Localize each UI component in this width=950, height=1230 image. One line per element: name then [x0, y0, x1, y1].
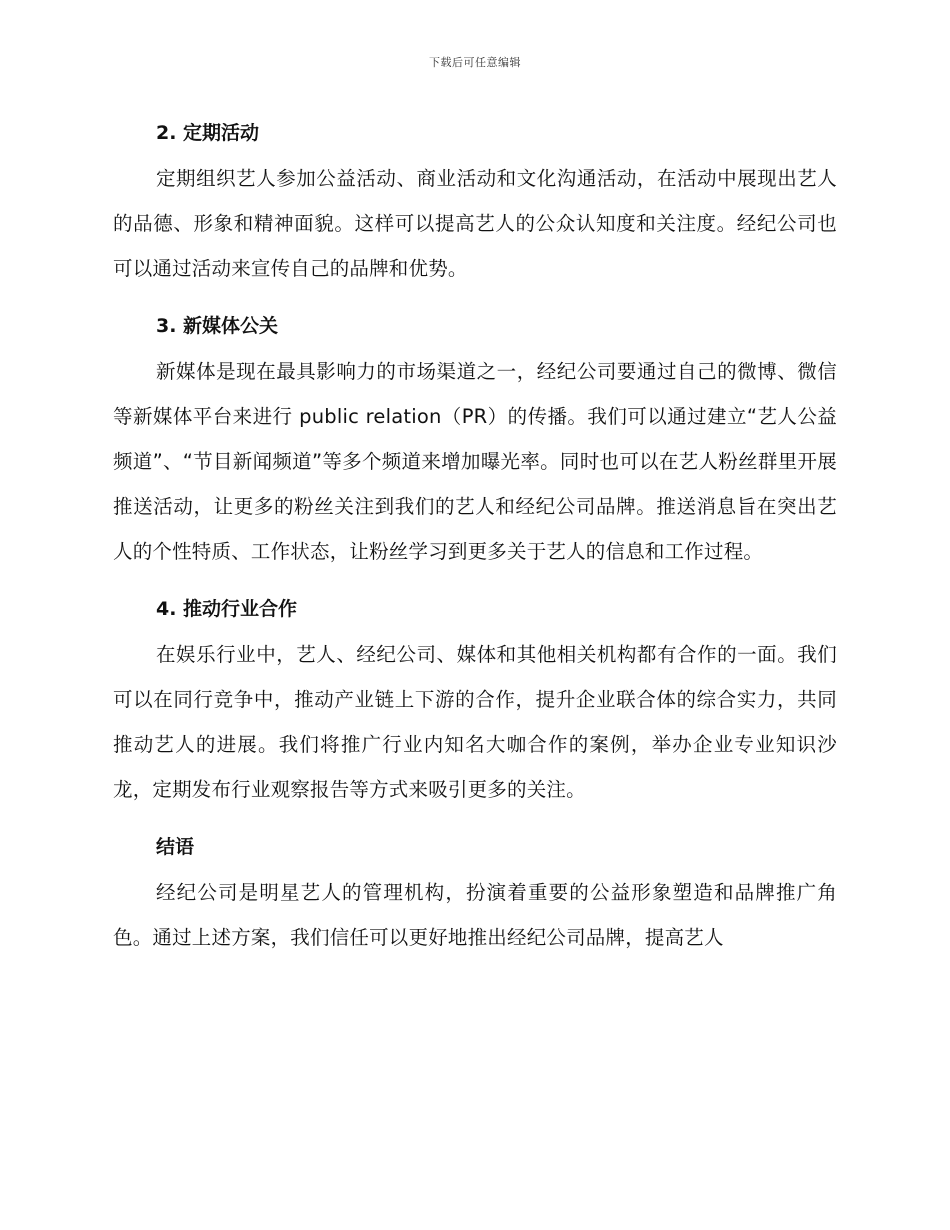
- section-paragraph-conclusion: 经纪公司是明星艺人的管理机构，扮演着重要的公益形象塑造和品牌推广角色。通过上述方案，我们信任可以更好地推出经纪公司品牌，提高艺人: [113, 881, 837, 949]
- section-paragraph-industry-cooperation: 在娱乐行业中，艺人、经纪公司、媒体和其他相关机构都有合作的一面。我们可以在同行竞争中，推动产业链上下游的合作，提升企业联合体的综合实力，共同推动艺人的进展。我们将推广行业内知名大咖合作的案例，举办企业专业知识沙龙，定期发布行业观察报告等方式来吸引更多的关注。: [113, 643, 837, 801]
- document-body: [113, 110, 837, 972]
- section-heading-regular-activities: 2. 定期活动: [156, 122, 260, 144]
- section-heading-new-media-pr: 3. 新媒体公关: [156, 315, 279, 337]
- section-heading-conclusion: 结语: [156, 836, 195, 858]
- section-heading-industry-cooperation: 4. 推动行业合作: [156, 598, 298, 620]
- page-header-note: 下载后可任意编辑: [429, 56, 521, 69]
- section-paragraph-new-media-pr: 新媒体是现在最具影响力的市场渠道之一，经纪公司要通过自己的微博、微信等新媒体平台来进行 public relation（PR）的传播。我们可以通过建立“艺人公益频道”、“节目新闻频道”等多个频道来增加曝光率。同时也可以在艺人粉丝群里开展推送活动，让更多的粉丝关注到我们的艺人和经纪公司品牌。推送消息旨在突出艺人的个性特质、工作状态，让粉丝学习到更多关于艺人的信息和工作过程。: [113, 360, 837, 563]
- section-paragraph-regular-activities: 定期组织艺人参加公益活动、商业活动和文化沟通活动，在活动中展现出艺人的品德、形象和精神面貌。这样可以提高艺人的公众认知度和关注度。经纪公司也可以通过活动来宣传自己的品牌和优势。: [113, 167, 837, 280]
